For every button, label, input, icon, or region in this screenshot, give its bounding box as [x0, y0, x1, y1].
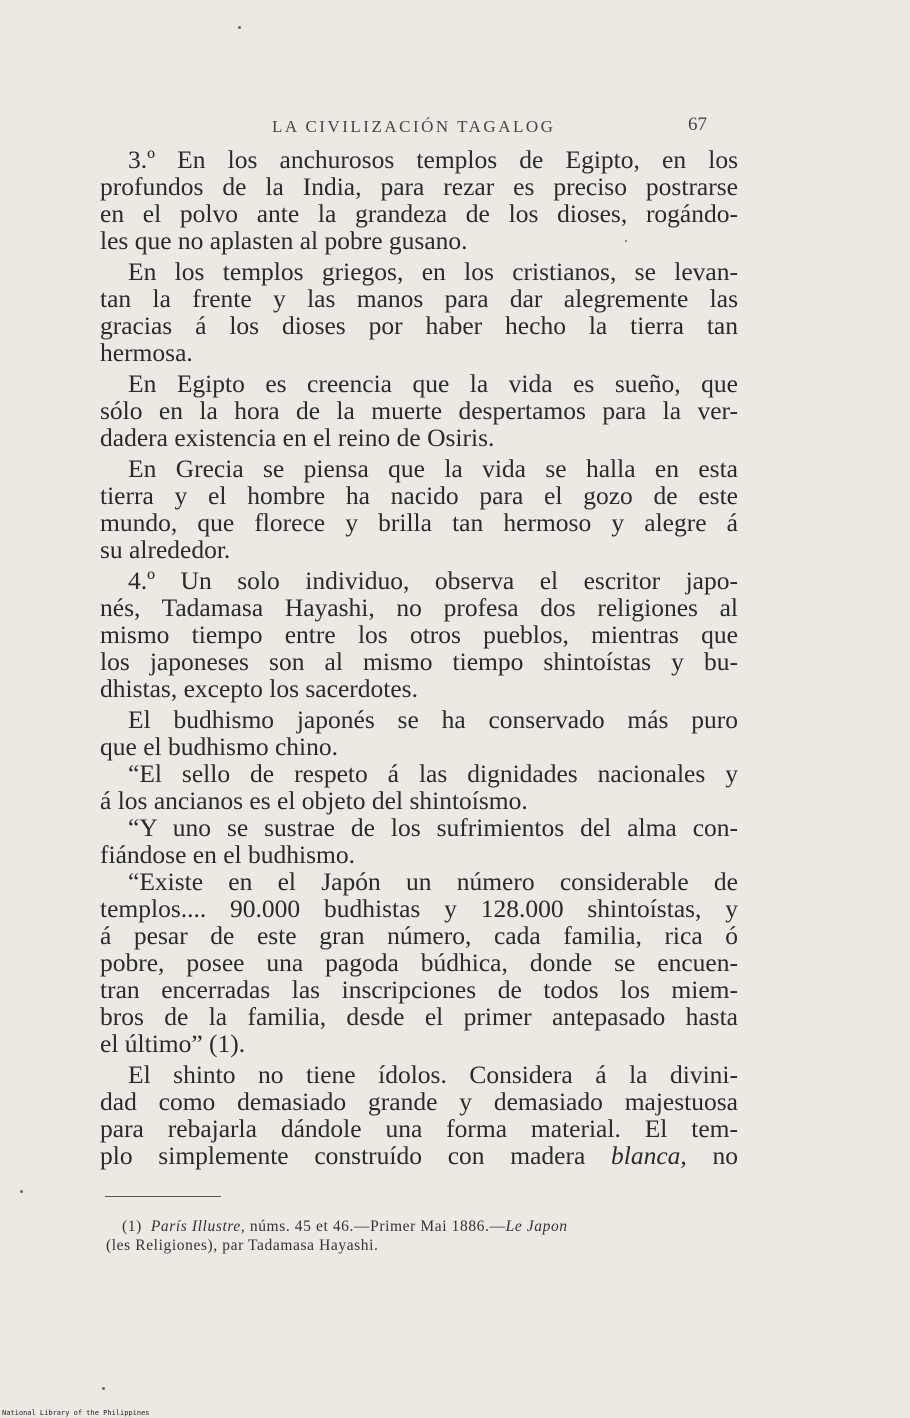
paper-speck: [102, 1387, 105, 1390]
text-line: “Y uno se sustrae de los sufrimientos del alma con-: [128, 813, 738, 842]
paper-speck: [238, 26, 241, 29]
footnote-line: [106, 1217, 736, 1236]
text-line: mundo, que florece y brilla tan hermoso y alegre á: [100, 508, 738, 537]
text-line: El shinto no tiene ídolos. Considera á la divini-: [128, 1060, 738, 1089]
text-line: dadera existencia en el reino de Osiris.: [100, 423, 495, 452]
text-line: hermosa.: [100, 338, 193, 367]
text-line: tan la frente y las manos para dar alegremente las: [100, 284, 738, 313]
footnote: [106, 1217, 736, 1255]
text-line: que el budhismo chino.: [100, 732, 338, 761]
text-line: pobre, posee una pagoda búdhica, donde se encuen-: [100, 948, 738, 977]
footnote-line: (les Religiones), par Tadamasa Hayashi.: [106, 1237, 379, 1254]
body-text: [100, 146, 738, 1169]
text-line: “El sello de respeto á las dignidades nacionales y: [128, 759, 738, 788]
page-number: 67: [688, 114, 707, 135]
footnote-separator: [105, 1196, 221, 1197]
text-line: En los templos griegos, en los cristianos, se levan-: [128, 257, 738, 286]
text-line: En Egipto es creencia que la vida es sueño, que: [128, 369, 738, 398]
footnote-source-detail: núms. 45 et 46.—Primer Mai 1886.—: [249, 1218, 506, 1235]
text-line: El budhismo japonés se ha conservado más puro: [128, 705, 738, 734]
text-segment: plo simplemente construído con madera: [100, 1141, 586, 1170]
text-line: el último” (1).: [100, 1029, 246, 1058]
text-line: En Grecia se piensa que la vida se halla en esta: [128, 454, 738, 483]
text-line: profundos de la India, para rezar es preciso postrarse: [100, 172, 738, 201]
text-line: tran encerradas las inscripciones de todos los miem-: [100, 975, 738, 1004]
text-line: 4.º Un solo individuo, observa el escritor japo-: [128, 566, 738, 595]
text-line: en el polvo ante la grandeza de los dioses, rogándo-: [100, 199, 738, 228]
footnote-book-title: Le Japon: [505, 1218, 568, 1235]
library-watermark: National Library of the Philippines: [2, 1409, 150, 1417]
text-line: gracias á los dioses por haber hecho la tierra tan: [100, 311, 738, 340]
paper-speck: [625, 240, 627, 242]
text-segment: no: [712, 1141, 739, 1170]
text-line: templos.... 90.000 budhistas y 128.000 shintoístas, y: [100, 894, 738, 923]
running-title: LA CIVILIZACIÓN TAGALOG: [272, 117, 556, 136]
text-line: para rebajarla dándole una forma material. El tem-: [100, 1114, 738, 1143]
text-line: mismo tiempo entre los otros pueblos, mientras que: [100, 620, 738, 649]
text-line: á pesar de este gran número, cada familia, rica ó: [100, 921, 738, 950]
text-line: bros de la familia, desde el primer antepasado hasta: [100, 1002, 738, 1031]
text-line: 3.º En los anchurosos templos de Egipto, en los: [128, 145, 738, 174]
text-line: dhistas, excepto los sacerdotes.: [100, 674, 418, 703]
running-header: [0, 112, 910, 142]
text-line: sólo en la hora de la muerte despertamos para la ver-: [100, 396, 738, 425]
text-line: tierra y el hombre ha nacido para el gozo de este: [100, 481, 738, 510]
text-line: á los ancianos es el objeto del shintoísmo.: [100, 786, 528, 815]
paper-speck: [20, 1190, 23, 1193]
text-line: les que no aplasten al pobre gusano.: [100, 226, 468, 255]
text-line: dad como demasiado grande y demasiado majestuosa: [100, 1087, 738, 1116]
text-line: fiándose en el budhismo.: [100, 840, 355, 869]
text-line: su alrededor.: [100, 535, 231, 564]
text-line: nés, Tadamasa Hayashi, no profesa dos religiones al: [100, 593, 738, 622]
emphasis-text: blanca,: [611, 1141, 687, 1170]
text-line: “Existe en el Japón un número considerable de: [128, 867, 738, 896]
text-line: los japoneses son al mismo tiempo shintoístas y bu-: [100, 647, 738, 676]
footnote-mark: (1): [122, 1218, 142, 1235]
text-line: [100, 1142, 738, 1169]
footnote-source-title: París Illustre,: [150, 1218, 246, 1235]
